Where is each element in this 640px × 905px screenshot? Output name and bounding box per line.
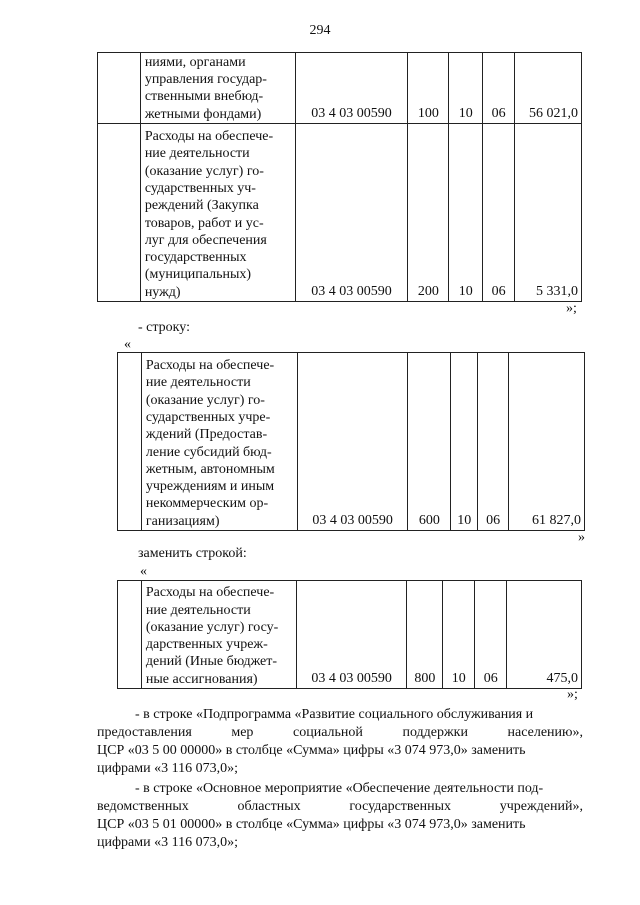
blank-cell — [98, 53, 141, 124]
amendment-paragraph-line: ЦСР «03 5 00 00000» в столбце «Сумма» цифры «3 074 973,0» заменить — [97, 743, 526, 758]
blank-cell — [98, 124, 141, 302]
blank-cell — [118, 581, 142, 689]
page-number: 294 — [309, 23, 331, 38]
section-code: 10 — [451, 353, 478, 531]
amendment-paragraph-line: - в строке «Подпрограмма «Развитие социального обслуживания и — [135, 707, 534, 722]
amendment-paragraph-line: предоставления мер социальной поддержки населению», — [97, 725, 583, 740]
instruction-label: - строку: — [138, 320, 190, 335]
section-code: 10 — [449, 124, 483, 302]
section-code: 10 — [449, 53, 483, 124]
table-row — [118, 581, 582, 689]
amount-cell: 56 021,0 — [515, 53, 582, 124]
closing-quote: » — [578, 530, 585, 545]
budget-table-continuation — [97, 52, 582, 302]
table-row — [98, 124, 582, 302]
amendment-paragraph-line: ведомственных областных государственных учреждений», — [97, 799, 583, 814]
row-name-cell: Расходы на обеспече- ние деятельности (оказание услуг) госу- дарственных учреж- дений (Иные бюджет- ные ассигнования) — [141, 581, 296, 689]
opening-quote: « — [140, 564, 147, 579]
section-code: 10 — [443, 581, 475, 689]
amendment-paragraph-line: цифрами «3 116 073,0»; — [97, 835, 238, 850]
target-article-code: 03 4 03 00590 — [295, 53, 408, 124]
subsection-code: 06 — [478, 353, 509, 531]
target-article-code: 03 4 03 00590 — [296, 581, 407, 689]
expense-type-code: 200 — [408, 124, 449, 302]
budget-table-new-row — [117, 580, 582, 689]
opening-quote: « — [124, 337, 131, 352]
closing-quote: »; — [567, 687, 578, 702]
closing-quote: »; — [566, 301, 577, 316]
amount-cell: 61 827,0 — [509, 353, 585, 531]
row-name-cell: ниями, органами управления государ- ственными внебюд- жетными фондами) — [140, 53, 295, 124]
amendment-paragraph-line: цифрами «3 116 073,0»; — [97, 761, 238, 776]
target-article-code: 03 4 03 00590 — [295, 124, 408, 302]
amendment-paragraph-line: - в строке «Основное мероприятие «Обеспечение деятельности под- — [135, 781, 544, 796]
row-name-cell: Расходы на обеспече- ние деятельности (оказание услуг) го- сударственных учре- ждений (Предостав- ление субсидий бюд- жетным, автономным учреждениям и иным некоммерческим ор- ганизациям) — [141, 353, 297, 531]
budget-table-replaced-row — [117, 352, 585, 531]
amount-cell: 5 331,0 — [515, 124, 582, 302]
subsection-code: 06 — [483, 53, 515, 124]
expense-type-code: 800 — [407, 581, 443, 689]
blank-cell — [118, 353, 142, 531]
instruction-label: заменить строкой: — [138, 546, 247, 561]
expense-type-code: 600 — [408, 353, 451, 531]
amendment-paragraph-line: ЦСР «03 5 01 00000» в столбце «Сумма» цифры «3 074 973,0» заменить — [97, 817, 526, 832]
table-row — [118, 353, 585, 531]
subsection-code: 06 — [483, 124, 515, 302]
target-article-code: 03 4 03 00590 — [297, 353, 408, 531]
expense-type-code: 100 — [408, 53, 449, 124]
amount-cell: 475,0 — [507, 581, 582, 689]
row-name-cell: Расходы на обеспече- ние деятельности (оказание услуг) го- сударственных уч- реждений (Закупка товаров, работ и ус- луг для обеспечения государственных (муниципальных) нужд) — [140, 124, 295, 302]
subsection-code: 06 — [475, 581, 507, 689]
table-row — [98, 53, 582, 124]
